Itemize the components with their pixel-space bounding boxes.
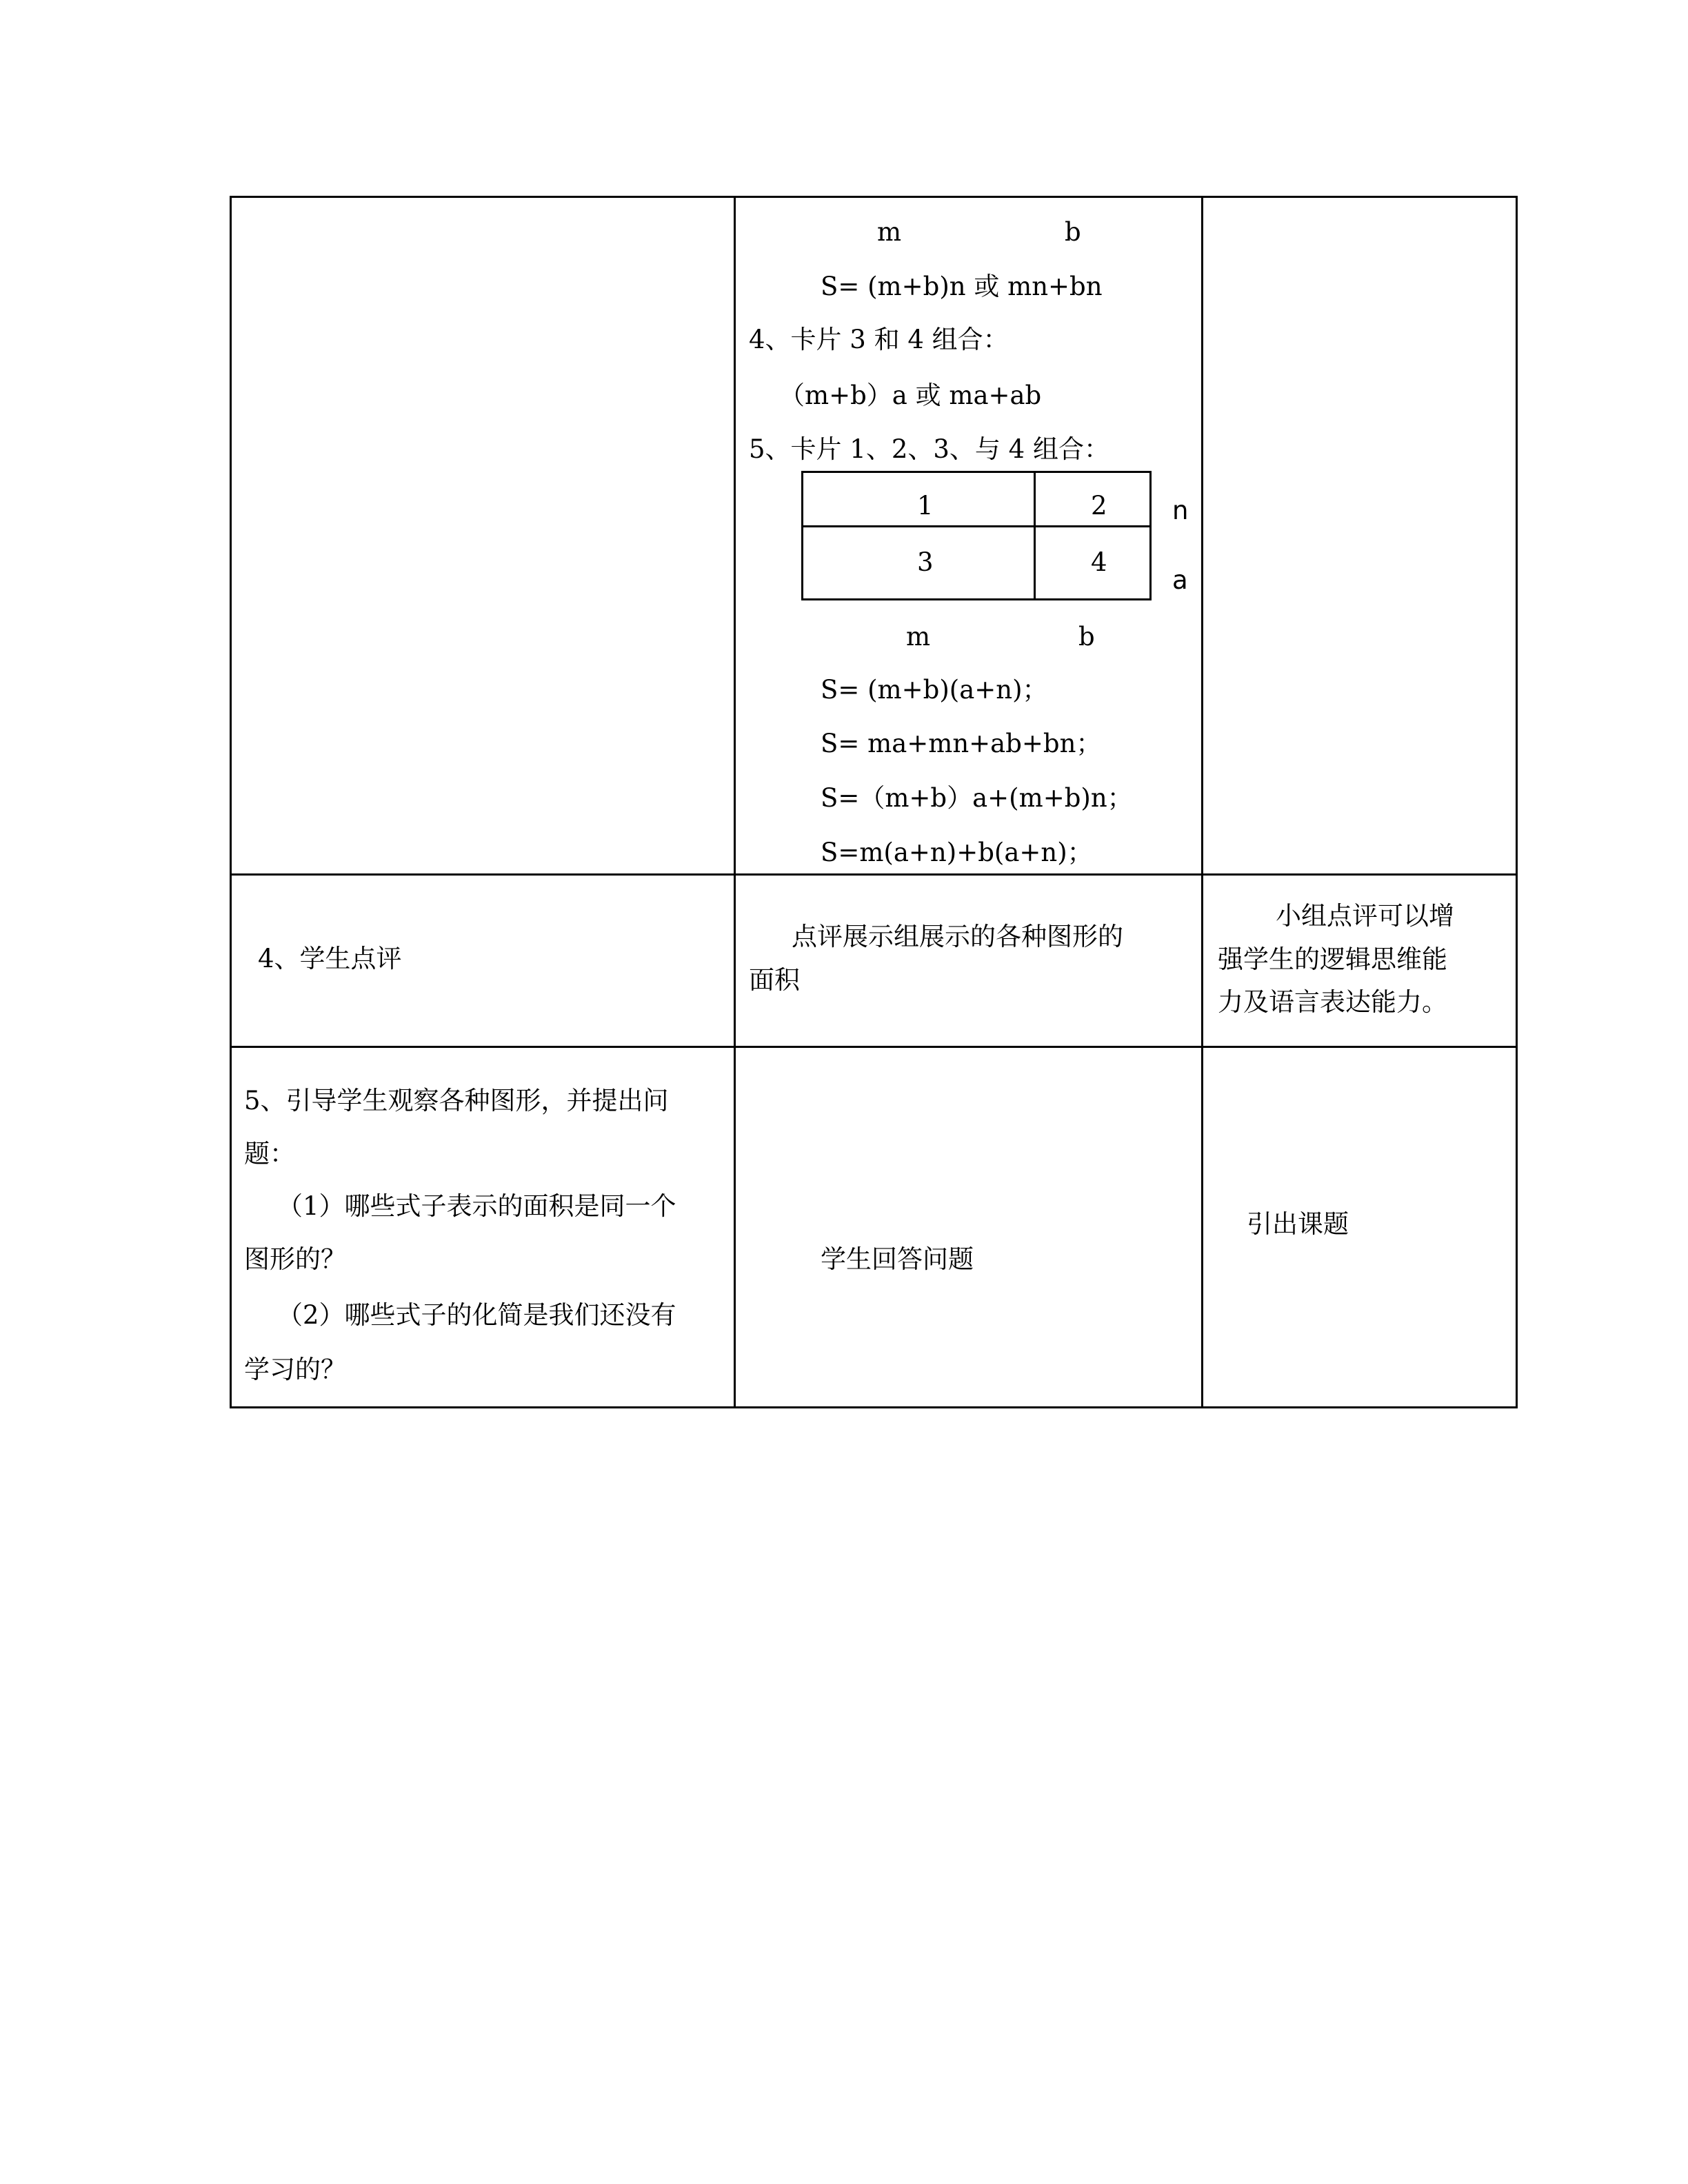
col-divider-2 xyxy=(1201,196,1203,1408)
diagram-border-middle xyxy=(801,525,1152,527)
row3-col1-line5: （2）哪些式子的化简是我们还没有 xyxy=(277,1300,676,1330)
formula-card34-area: S= (m+b)n 或 mn+bn xyxy=(821,272,1103,301)
top-label-b: b xyxy=(1065,217,1081,247)
row2-col3-line2: 强学生的逻辑思维能 xyxy=(1218,944,1447,974)
row3-col1-line2: 题： xyxy=(244,1139,295,1169)
row2-col3-line3: 力及语言表达能力。 xyxy=(1218,987,1447,1017)
row3-col1-line6: 学习的？ xyxy=(244,1355,346,1384)
step4-formula: （m+b）a 或 ma+ab xyxy=(779,381,1042,410)
formula-3: S=（m+b）a+(m+b)n； xyxy=(821,783,1133,813)
bottom-label-b: b xyxy=(1078,622,1095,651)
row3-col3-text: 引出课题 xyxy=(1247,1209,1349,1239)
row2-col1-text: 4、学生点评 xyxy=(258,944,402,973)
bottom-label-m: m xyxy=(906,622,931,651)
formula-2: S= ma+mn+ab+bn； xyxy=(821,729,1102,758)
card-1: 1 xyxy=(917,491,934,520)
side-label-a: a xyxy=(1172,565,1188,595)
diagram-border-right xyxy=(1149,471,1152,600)
diagram-border-divider xyxy=(1034,471,1036,600)
row2-col3-line1: 小组点评可以增 xyxy=(1276,901,1454,931)
formula-1: S= (m+b)(a+n)； xyxy=(821,675,1048,705)
row2-col2-line1: 点评展示组展示的各种图形的 xyxy=(792,922,1123,951)
card-2: 2 xyxy=(1091,491,1107,520)
side-label-n: n xyxy=(1172,496,1189,525)
table-border-top xyxy=(230,196,1518,198)
table-border-right xyxy=(1516,196,1518,1408)
row3-col1-line3: （1）哪些式子表示的面积是同一个 xyxy=(277,1191,676,1221)
diagram-border-left xyxy=(801,471,803,600)
table-border-bottom xyxy=(230,1406,1518,1408)
col-divider-1 xyxy=(734,196,736,1408)
top-label-m: m xyxy=(877,217,902,247)
row2-col2-line2: 面积 xyxy=(749,965,800,995)
table-border-left xyxy=(230,196,232,1408)
row-divider-2 xyxy=(230,1046,1518,1048)
card-4: 4 xyxy=(1091,547,1107,577)
row3-col2-text: 学生回答问题 xyxy=(821,1244,974,1274)
row-divider-1 xyxy=(230,873,1518,876)
card-3: 3 xyxy=(917,547,934,577)
formula-4: S=m(a+n)+b(a+n)； xyxy=(821,838,1093,867)
diagram-border-bottom xyxy=(801,598,1152,600)
row3-col1-line4: 图形的？ xyxy=(244,1244,346,1274)
diagram-border-top xyxy=(801,471,1152,473)
row3-col1-line1: 5、引导学生观察各种图形，并提出问 xyxy=(244,1086,669,1115)
step4-title: 4、卡片 3 和 4 组合： xyxy=(749,325,1009,354)
step5-title: 5、卡片 1、2、3、与 4 组合： xyxy=(749,434,1109,464)
